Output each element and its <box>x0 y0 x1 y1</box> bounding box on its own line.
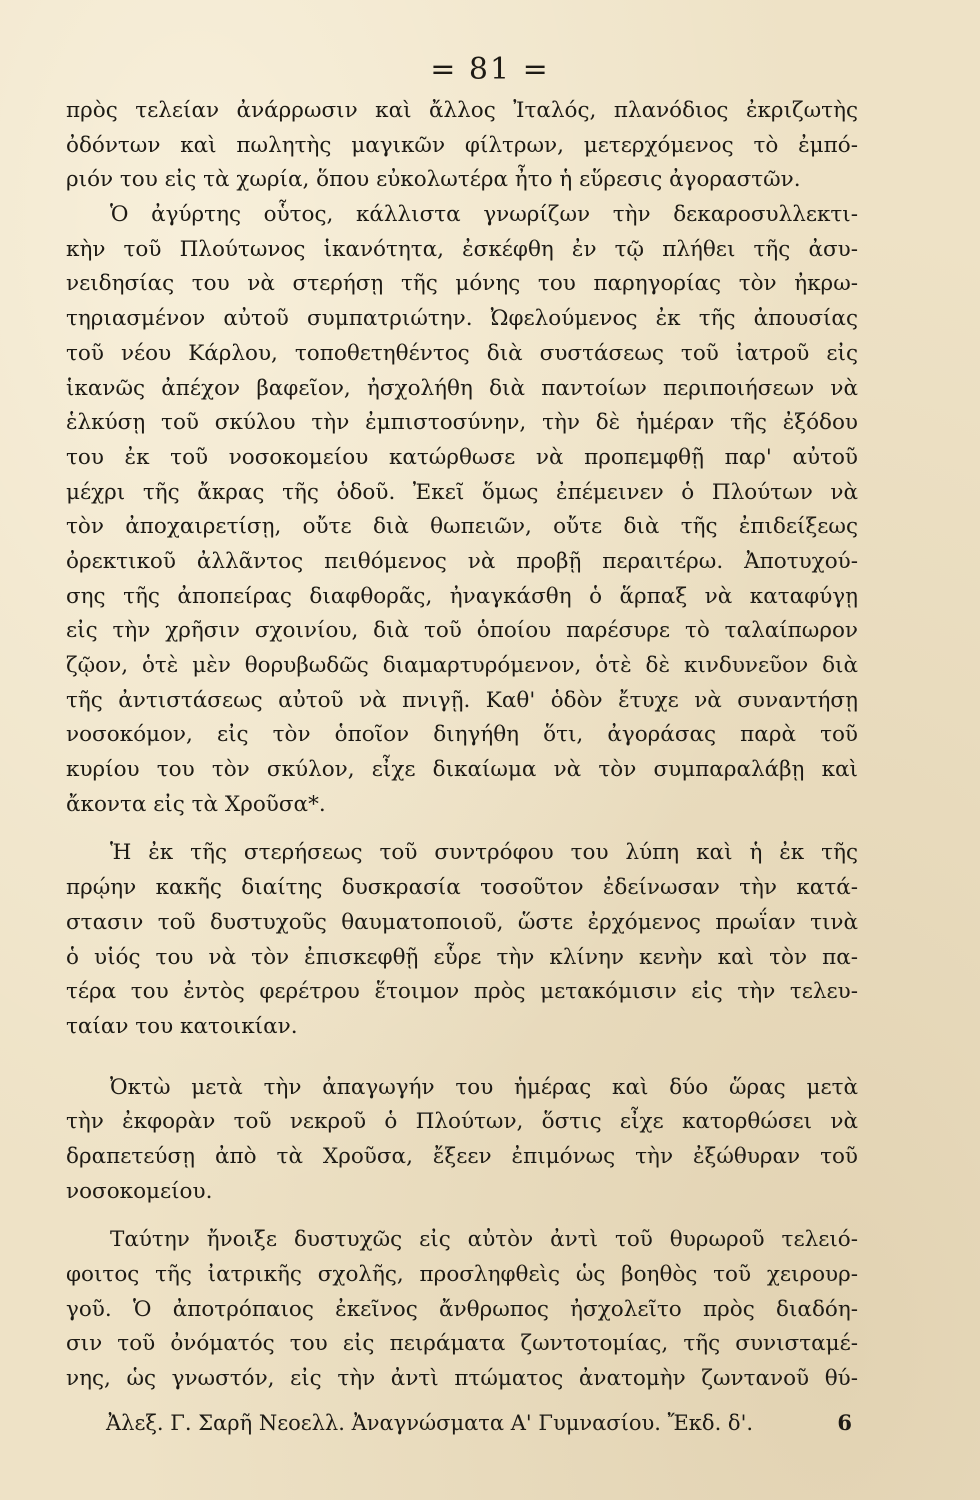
text-line: κυρίου του τὸν σκύλον, εἶχε δικαίωμα νὰ τὸν συμπαραλάβῃ καὶ <box>66 757 858 783</box>
text-line: φοιτος τῆς ἰατρικῆς σχολῆς, προσληφθεὶς ὡς βοηθὸς τοῦ χειρουρ- <box>66 1262 858 1287</box>
text-line: σης τῆς ἀποπείρας διαφθορᾶς, ἠναγκάσθη ὁ ἅρπαξ νὰ καταφύγῃ <box>66 583 858 609</box>
text-line: γοῦ. Ὁ ἀποτρόπαιος ἐκεῖνος ἄνθρωπος ἠσχολεῖτο πρὸς διαδόη- <box>66 1296 858 1322</box>
text-line: ἑλκύσῃ τοῦ σκύλου τὴν ἐμπιστοσύνην, τὴν δὲ ἡμέραν τῆς ἐξόδου <box>66 410 858 436</box>
text-line: πρῴην κακῆς διαίτης δυσκρασία τοσοῦτον ἐδείνωσαν τὴν κατά- <box>66 875 858 901</box>
text-line: τοῦ νέου Κάρλου, τοποθετηθέντος διὰ συστάσεως τοῦ ἰατροῦ εἰς <box>66 340 858 366</box>
text-line: τὸν ἀποχαιρετίσῃ, οὔτε διὰ θωπειῶν, οὔτε διὰ τῆς ἐπιδείξεως <box>66 514 858 540</box>
page-number: = 81 = <box>430 52 550 87</box>
text-line: ὁ υἱός του νὰ τὸν ἐπισκεφθῇ εὗρε τὴν κλίνην κενὴν καὶ τὸν πα- <box>66 944 858 970</box>
text-line: τέρα του ἐντὸς φερέτρου ἕτοιμον πρὸς μετακόμισιν εἰς τὴν τελευ- <box>66 979 858 1005</box>
text-line: στασιν τοῦ δυστυχοῦς θαυματοποιοῦ, ὥστε ἐρχόμενος πρωΐαν τινὰ <box>66 909 858 935</box>
text-line: Ταύτην ἤνοιξε δυστυχῶς εἰς αὐτὸν ἀντὶ τοῦ θυρωροῦ τελειό- <box>110 1227 858 1253</box>
text-line: τῆς ἀντιστάσεως αὐτοῦ νὰ πνιγῇ. Καθ' ὁδὸν ἔτυχε νὰ συναντήσῃ <box>66 687 858 713</box>
text-line: ὀρεκτικοῦ ἀλλᾶντος πειθόμενος νὰ προβῇ περαιτέρω. Ἀποτυχού- <box>66 548 858 574</box>
text-line: νης, ὡς γνωστόν, εἰς τὴν ἀντὶ πτώματος ἀνατομὴν ζωντανοῦ θύ- <box>66 1366 858 1392</box>
signature-mark: 6 <box>837 1410 852 1435</box>
text-line: μέχρι τῆς ἄκρας τῆς ὁδοῦ. Ἐκεῖ ὅμως ἐπέμεινεν ὁ Πλούτων νὰ <box>66 479 858 505</box>
text-line: εἰς τὴν χρῆσιν σχοινίου, διὰ τοῦ ὁποίου παρέσυρε τὸ ταλαίπωρον <box>66 618 858 644</box>
text-line: τηριασμένον αὐτοῦ συμπατριώτην. Ὠφελούμενος ἐκ τῆς ἀπουσίας <box>66 306 858 332</box>
text-line: πρὸς τελείαν ἀνάρρωσιν καὶ ἄλλος Ἰταλός, πλανόδιος ἐκριζωτὴς <box>66 98 858 123</box>
text-line: ριόν του εἰς τὰ χωρία, ὅπου εὐκολωτέρα ἦτο ἡ εὕρεσις ἀγοραστῶν. <box>66 167 801 193</box>
paragraph-gap <box>66 822 858 836</box>
paragraph-gap <box>66 1045 858 1071</box>
text-line: νειδησίας του νὰ στερήσῃ τῆς μόνης του παρηγορίας τὸν ἠκρω- <box>66 271 858 297</box>
text-line: ἱκανῶς ἀπέχον βαφεῖον, ἠσχολήθη διὰ παντοίων περιποιήσεων νὰ <box>66 375 858 401</box>
text-line: Ὁ ἀγύρτης οὗτος, κάλλιστα γνωρίζων τὴν δεκαροσυλλεκτι- <box>110 202 858 228</box>
text-line: σιν τοῦ ὀνόματός του εἰς πειράματα ζωντοτομίας, τῆς συνισταμέ- <box>66 1331 858 1357</box>
text-line: ζῷον, ὁτὲ μὲν θορυβωδῶς διαμαρτυρόμενον, ὁτὲ δὲ κινδυνεῦον διὰ <box>66 653 858 678</box>
text-line: δραπετεύσῃ ἀπὸ τὰ Χροῦσα, ἔξεεν ἐπιμόνως τὴν ἐξώθυραν τοῦ <box>66 1143 858 1169</box>
text-line: Ὀκτὼ μετὰ τὴν ἀπαγωγήν του ἡμέρας καὶ δύο ὥρας μετὰ <box>110 1074 858 1100</box>
page-footer <box>66 1406 858 1440</box>
text-line: νοσοκομείου. <box>66 1178 213 1204</box>
paragraph-gap <box>66 1209 858 1223</box>
footer-citation: Ἀλεξ. Γ. Σαρῆ Νεοελλ. Ἀναγνώσματα Α' Γυμνασίου. Ἔκδ. δ'. <box>106 1411 754 1435</box>
text-line: νοσοκόμον, εἰς τὸν ὁποῖον διηγήθη ὅτι, ἀγοράσας παρὰ τοῦ <box>66 722 858 748</box>
body-text <box>66 94 858 1397</box>
text-line: τὴν ἐκφορὰν τοῦ νεκροῦ ὁ Πλούτων, ὅστις εἶχε κατορθώσει νὰ <box>66 1109 858 1135</box>
text-line: του ἐκ τοῦ νοσοκομείου κατώρθωσε νὰ προπεμφθῇ παρ' αὐτοῦ <box>66 444 858 470</box>
text-line: ὀδόντων καὶ πωλητὴς μαγικῶν φίλτρων, μετερχόμενος τὸ ἐμπό- <box>66 132 858 158</box>
text-line: ταίαν του κατοικίαν. <box>66 1013 298 1039</box>
text-line: κὴν τοῦ Πλούτωνος ἱκανότητα, ἐσκέφθη ἐν τῷ πλήθει τῆς ἀσυ- <box>66 236 858 262</box>
text-line: ἄκοντα εἰς τὰ Χροῦσα*. <box>66 791 326 817</box>
text-line: Ἡ ἐκ τῆς στερήσεως τοῦ συντρόφου του λύπη καὶ ἡ ἐκ τῆς <box>110 840 858 866</box>
